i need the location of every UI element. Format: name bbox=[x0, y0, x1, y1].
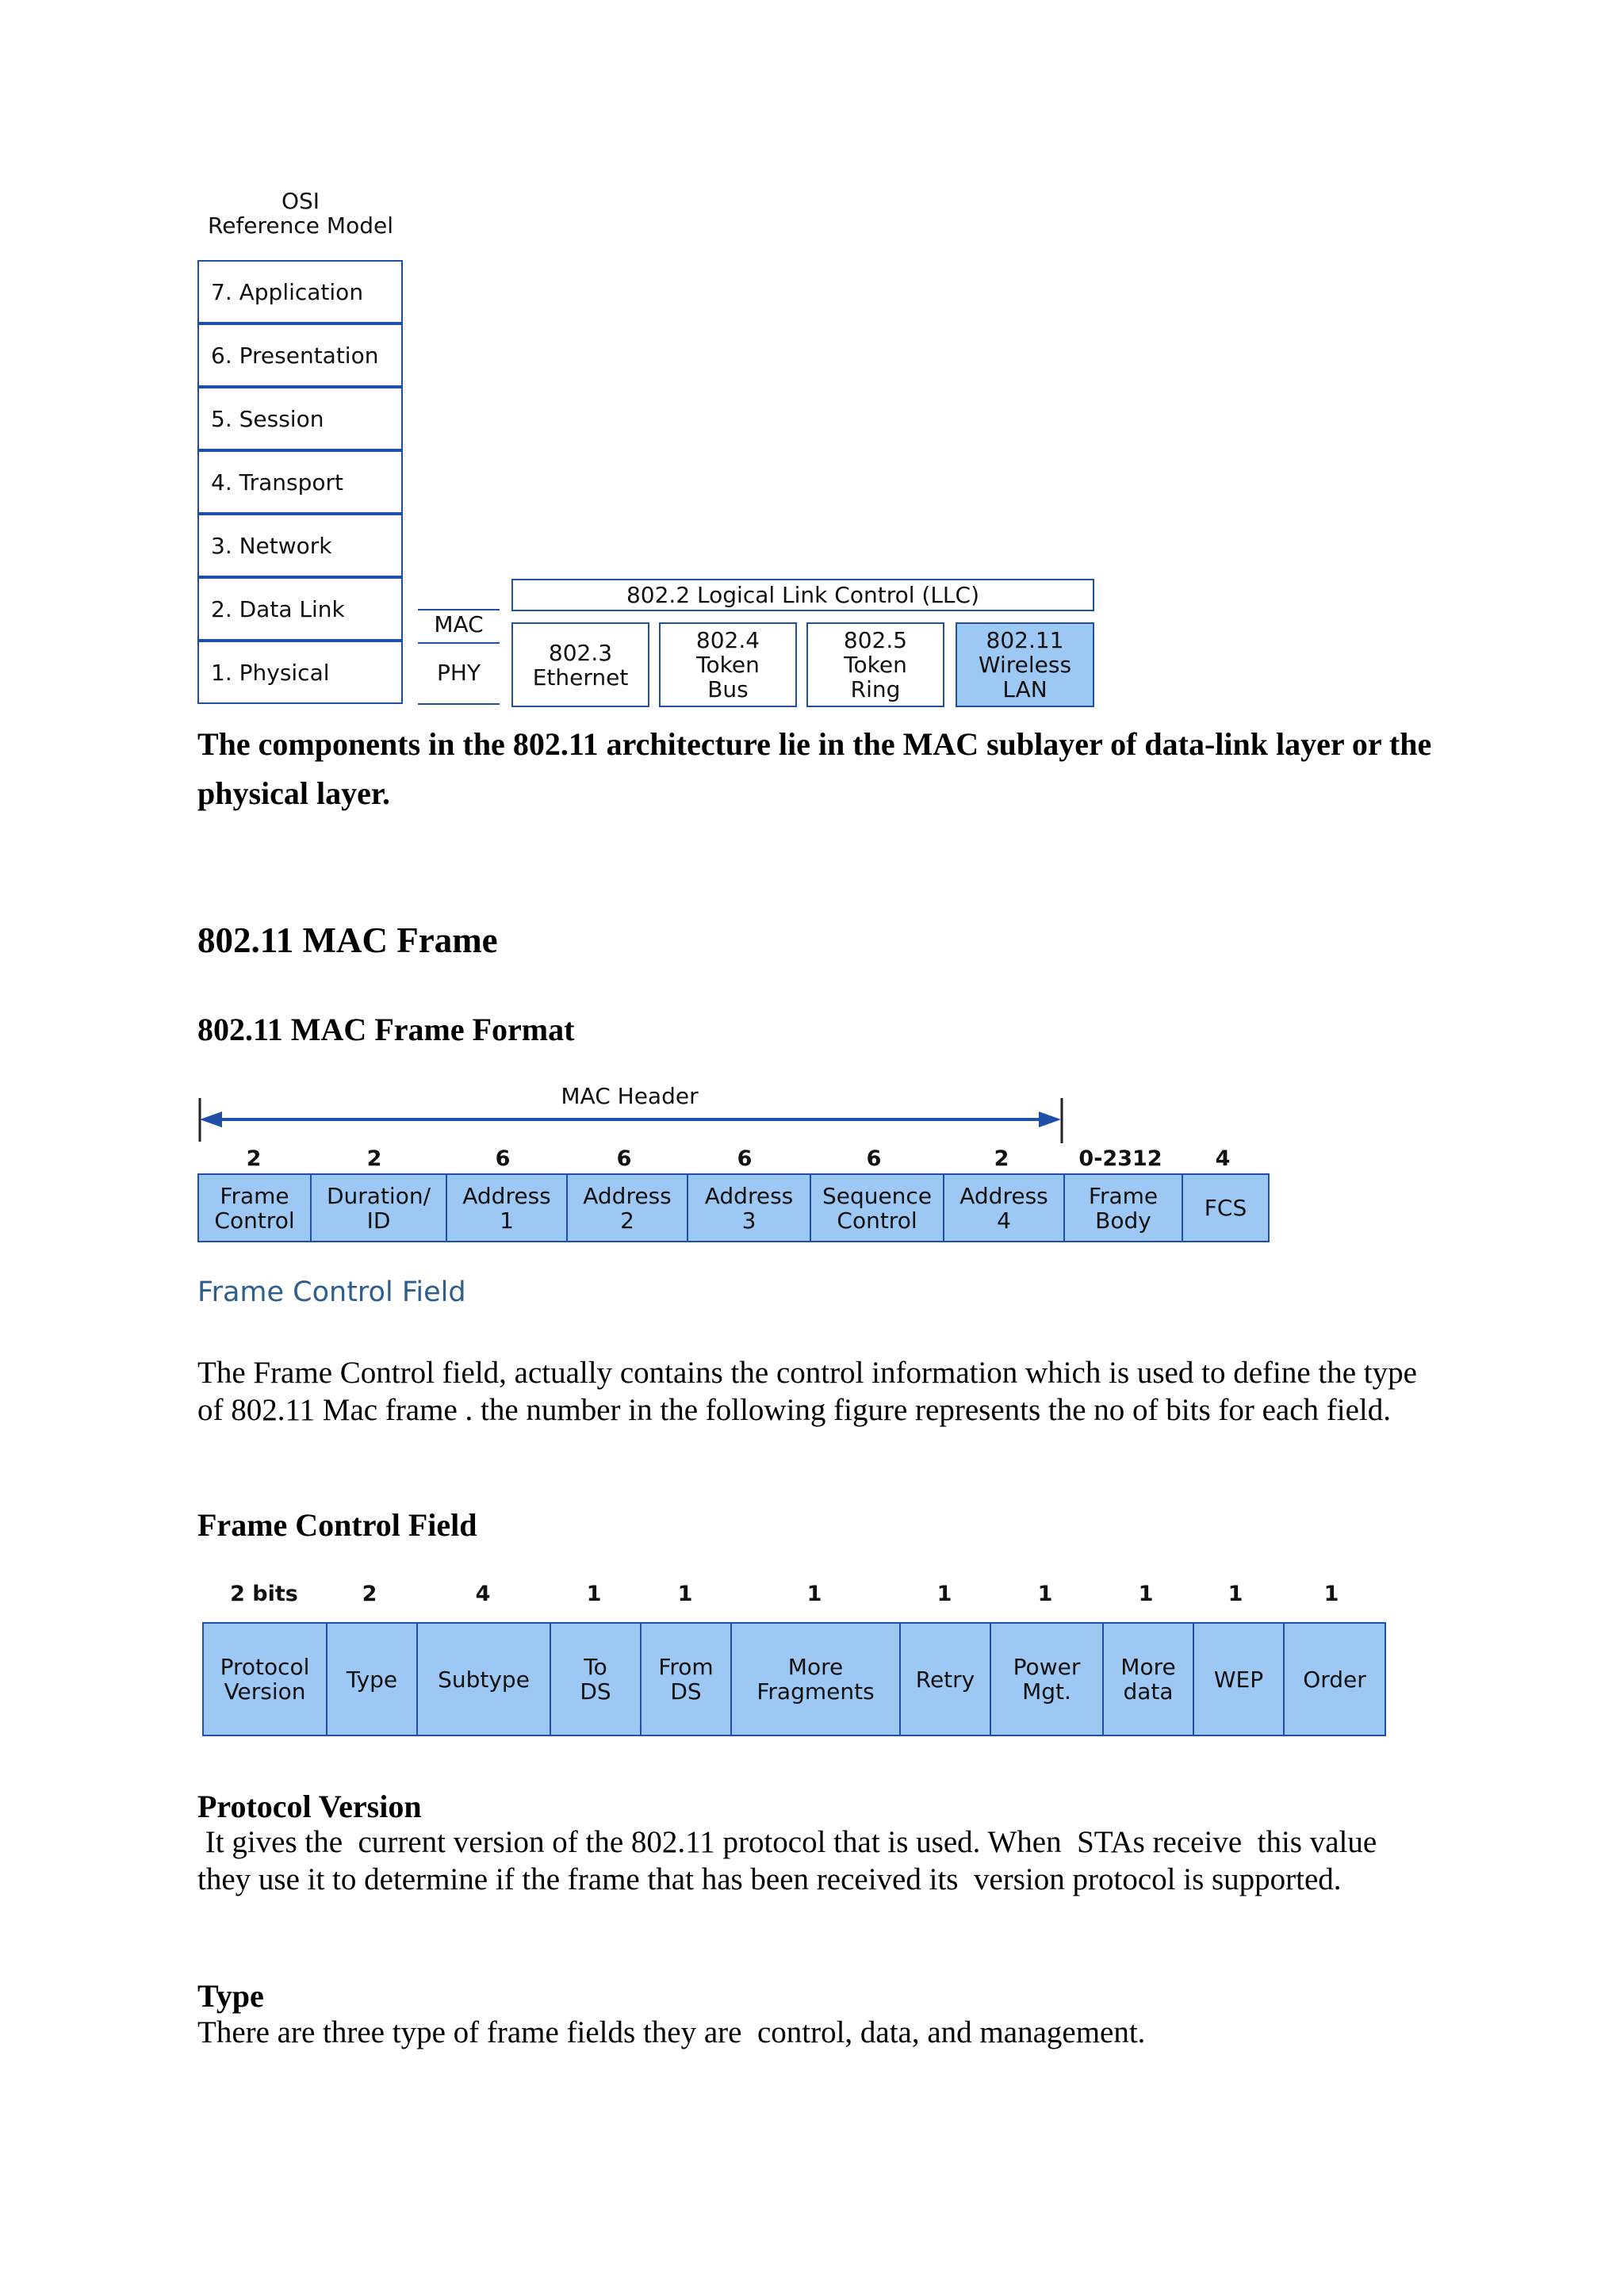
bits-wep: 1 bbox=[1228, 1582, 1243, 1606]
osi-layer-data-link: 2. Data Link bbox=[197, 577, 403, 641]
fc-retry: Retry bbox=[901, 1624, 991, 1735]
field-frame-control: Frame Control bbox=[199, 1175, 312, 1241]
mac-frame-format-heading: 802.11 MAC Frame Format bbox=[197, 1012, 575, 1047]
field-duration-id: Duration/ ID bbox=[312, 1175, 447, 1241]
fc-to-ds: To DS bbox=[551, 1624, 642, 1735]
mac-header-label: MAC Header bbox=[561, 1083, 699, 1109]
bits-type: 2 bbox=[362, 1582, 377, 1606]
field-fcs: FCS bbox=[1204, 1195, 1247, 1221]
fc-from-ds: From DS bbox=[642, 1624, 732, 1735]
arrow-head-left bbox=[200, 1112, 222, 1127]
osi-layer-application: 7. Application bbox=[197, 260, 403, 323]
osi-caption: The components in the 802.11 architecture lie in the MAC sublayer of data-link layer or the physical layer. bbox=[197, 726, 1432, 811]
fc-wep: WEP bbox=[1194, 1624, 1285, 1735]
fc-order: Order bbox=[1303, 1666, 1366, 1693]
osi-title bbox=[197, 189, 404, 238]
protocol-version-text: It gives the current version of the 802.11 protocol that is used. When STAs receive this value they use it to determine if the frame that has been received its version protocol is supported. bbox=[197, 1825, 1385, 1896]
osi-layer-presentation: 6. Presentation bbox=[197, 323, 403, 387]
standard-802-5: 802.5 Token Ring bbox=[806, 622, 944, 707]
fc-more-data: More data bbox=[1104, 1624, 1194, 1735]
size-address-4: 2 bbox=[994, 1146, 1009, 1171]
phy-bottom-line bbox=[418, 703, 500, 705]
osi-layer-physical: 1. Physical bbox=[197, 641, 403, 704]
protocol-version-heading: Protocol Version bbox=[197, 1789, 422, 1824]
frame-control-heading: Frame Control Field bbox=[197, 1507, 477, 1543]
size-frame-control: 2 bbox=[246, 1146, 262, 1171]
field-address-1: Address 1 bbox=[447, 1175, 568, 1241]
mac-frame-heading: 802.11 MAC Frame bbox=[197, 920, 498, 960]
osi-layer-transport: 4. Transport bbox=[197, 450, 403, 514]
standard-802-4: 802.4 Token Bus bbox=[659, 622, 797, 707]
phy-label: PHY bbox=[436, 660, 481, 686]
osi-layer-session: 5. Session bbox=[197, 387, 403, 450]
mac-phy-divider bbox=[418, 642, 500, 644]
bits-more-data: 1 bbox=[1138, 1582, 1154, 1606]
bits-retry: 1 bbox=[936, 1582, 952, 1606]
type-heading: Type bbox=[197, 1978, 264, 2014]
bits-to-ds: 1 bbox=[586, 1582, 602, 1606]
frame-control-paragraph: The Frame Control field, actually contains the control information which is used to define the type of 802.11 Mac frame . the number in the following figure represents the no of bits for each field. bbox=[197, 1356, 1417, 1427]
fc-type: Type bbox=[327, 1624, 418, 1735]
size-address-1: 6 bbox=[495, 1146, 511, 1171]
field-address-3: Address 3 bbox=[688, 1175, 811, 1241]
size-address-3: 6 bbox=[737, 1146, 753, 1171]
bits-from-ds: 1 bbox=[677, 1582, 693, 1606]
size-sequence-control: 6 bbox=[866, 1146, 882, 1171]
size-address-2: 6 bbox=[616, 1146, 632, 1171]
fc-more-fragments: More Fragments bbox=[732, 1624, 901, 1735]
osi-title-line1: OSI bbox=[281, 188, 320, 214]
field-address-4: Address 4 bbox=[944, 1175, 1065, 1241]
field-sequence-control: Sequence Control bbox=[811, 1175, 944, 1241]
field-address-2: Address 2 bbox=[568, 1175, 688, 1241]
standard-802-3: 802.3 Ethernet bbox=[511, 622, 649, 707]
size-frame-body: 0-2312 bbox=[1078, 1146, 1162, 1171]
mac-header-arrow bbox=[190, 1094, 1071, 1150]
fc-subtype: Subtype bbox=[418, 1624, 551, 1735]
mac-frame-table bbox=[197, 1173, 1270, 1242]
arrow-head-right bbox=[1039, 1112, 1061, 1127]
osi-layer-network: 3. Network bbox=[197, 514, 403, 577]
bits-power-mgt: 1 bbox=[1037, 1582, 1053, 1606]
bits-order: 1 bbox=[1323, 1582, 1339, 1606]
size-fcs: 4 bbox=[1215, 1146, 1231, 1171]
size-duration: 2 bbox=[366, 1146, 382, 1171]
field-frame-body: Frame Body bbox=[1065, 1175, 1183, 1241]
bits-more-fragments: 1 bbox=[806, 1582, 822, 1606]
frame-control-table bbox=[202, 1622, 1386, 1736]
bits-subtype: 4 bbox=[475, 1582, 491, 1606]
frame-control-subheading: Frame Control Field bbox=[197, 1276, 466, 1308]
mac-label: MAC bbox=[434, 611, 484, 637]
standard-802-11: 802.11 Wireless LAN bbox=[956, 622, 1094, 707]
mac-top-line bbox=[418, 609, 500, 610]
llc-box: 802.2 Logical Link Control (LLC) bbox=[511, 579, 1094, 611]
type-text: There are three type of frame fields they are control, data, and management. bbox=[197, 2015, 1146, 2049]
osi-title-line2: Reference Model bbox=[208, 212, 393, 239]
fc-protocol-version: Protocol Version bbox=[204, 1624, 327, 1735]
fc-power-mgt: Power Mgt. bbox=[991, 1624, 1104, 1735]
bits-protocol-version: 2 bits bbox=[230, 1582, 298, 1606]
